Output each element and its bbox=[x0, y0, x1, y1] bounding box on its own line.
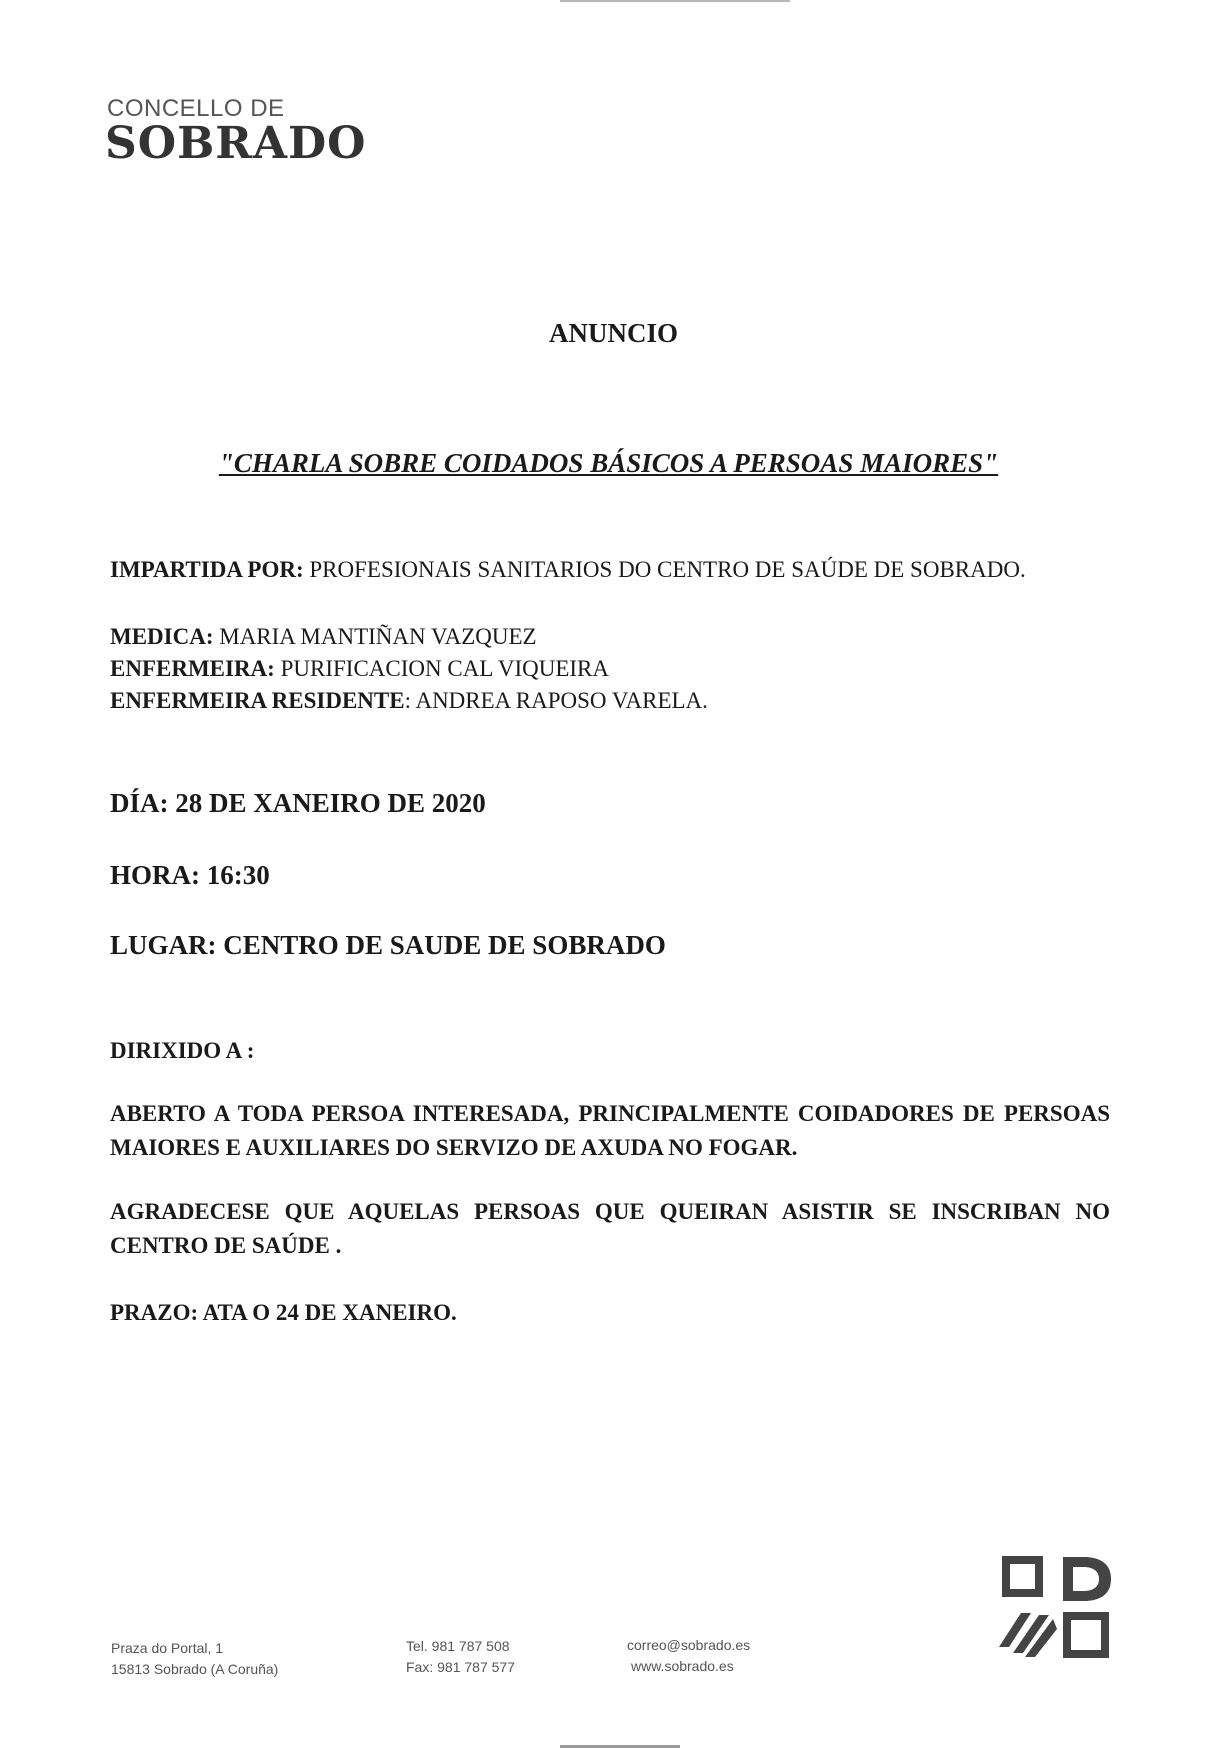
staff-label: ENFERMEIRA: bbox=[110, 656, 275, 681]
paragraph-agradecese: AGRADECESE QUE AQUELAS PERSOAS QUE QUEIRAN ASISTIR SE INSCRIBAN NO CENTRO DE SAÚDE . bbox=[110, 1199, 1110, 1258]
footer-fax: Fax: 981 787 577 bbox=[406, 1659, 515, 1675]
scan-artifact-bottom bbox=[560, 1745, 680, 1748]
footer-email: correo@sobrado.es bbox=[627, 1637, 751, 1653]
staff-value: MARIA MANTIÑAN VAZQUEZ bbox=[213, 624, 537, 649]
staff-enfermeira bbox=[110, 656, 609, 682]
sobrado-emblem-icon bbox=[995, 1553, 1115, 1673]
footer-phone bbox=[406, 1636, 515, 1678]
footer-tel: Tel. 981 787 508 bbox=[406, 1638, 510, 1654]
staff-label: MEDICA: bbox=[110, 624, 214, 649]
footer-address-line2: 15813 Sobrado (A Coruña) bbox=[111, 1661, 279, 1677]
logo-concello-de: CONCELLO DE bbox=[107, 95, 285, 122]
paragraph-aberto: ABERTO A TODA PERSOA INTERESADA, PRINCIPALMENTE COIDADORES DE PERSOAS MAIORES E AUXILIARES DO SERVIZO DE AXUDA NO FOGAR. bbox=[110, 1101, 1110, 1160]
staff-label: ENFERMEIRA RESIDENTE bbox=[110, 688, 405, 713]
event-lugar: LUGAR: CENTRO DE SAUDE DE SOBRADO bbox=[110, 930, 666, 960]
staff-value: : ANDREA RAPOSO VARELA. bbox=[404, 688, 708, 713]
event-dia: DÍA: 28 DE XANEIRO DE 2020 bbox=[110, 788, 486, 818]
scan-artifact-top bbox=[560, 0, 790, 2]
impartida-value: PROFESIONAIS SANITARIOS DO CENTRO DE SAÚDE DE SOBRADO. bbox=[303, 557, 1026, 582]
footer-address bbox=[111, 1638, 278, 1680]
footer-web: www.sobrado.es bbox=[631, 1658, 734, 1674]
logo-sobrado: SOBRADO bbox=[105, 118, 367, 169]
staff-enfermeira-residente bbox=[110, 688, 708, 714]
footer-contact bbox=[627, 1635, 750, 1677]
document-subtitle: "CHARLA SOBRE COIDADOS BÁSICOS A PERSOAS MAIORES" bbox=[218, 448, 999, 478]
staff-medica bbox=[110, 624, 537, 650]
document-title: ANUNCIO bbox=[548, 318, 678, 348]
event-hora: HORA: 16:30 bbox=[110, 860, 270, 890]
staff-value: PURIFICACION CAL VIQUEIRA bbox=[274, 656, 609, 681]
impartida-line bbox=[110, 557, 1026, 583]
footer-address-line1: Praza do Portal, 1 bbox=[111, 1640, 224, 1656]
impartida-label: IMPARTIDA POR: bbox=[110, 557, 304, 582]
paragraph-prazo: PRAZO: ATA O 24 DE XANEIRO. bbox=[110, 1300, 457, 1325]
dirixido-label: DIRIXIDO A : bbox=[110, 1038, 255, 1063]
